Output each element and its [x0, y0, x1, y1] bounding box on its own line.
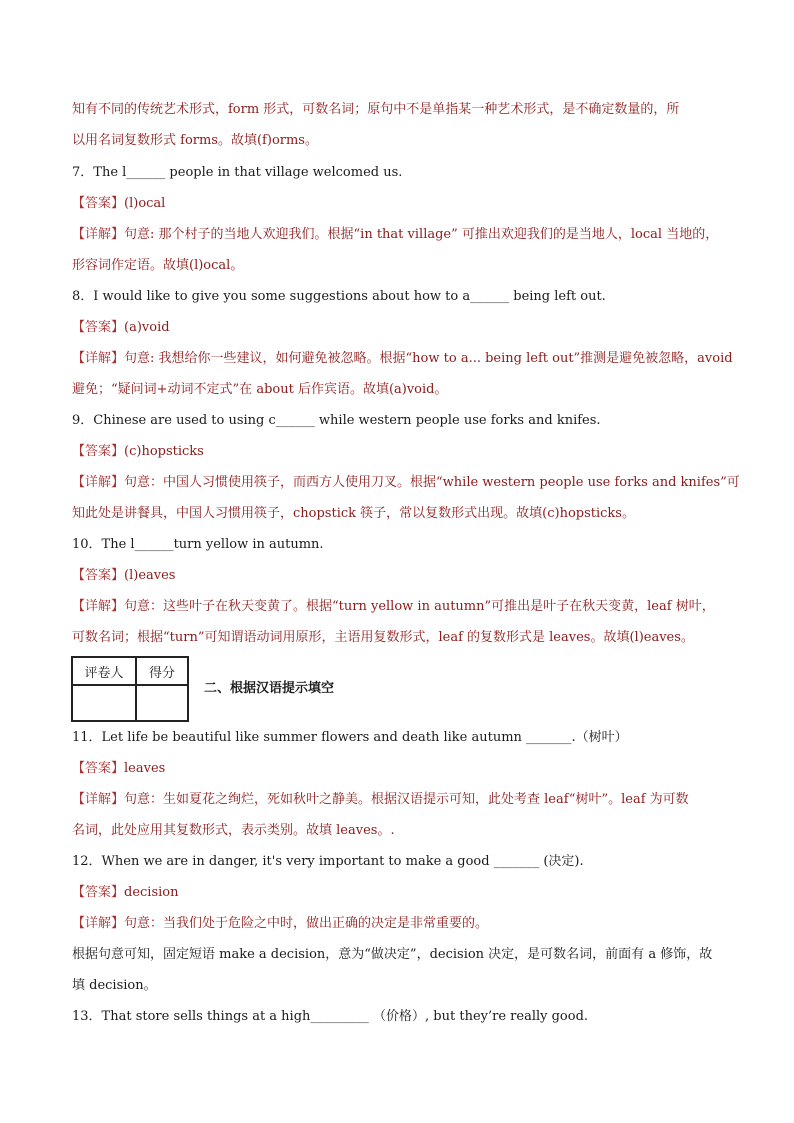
- explain-tag: 【详解】: [72, 916, 125, 931]
- explain-12-line-1: [72, 908, 726, 939]
- explain-12-line-3: 填 decision。: [72, 978, 157, 993]
- explain-11-line-2: 名词，此处应用其复数形式，表示类别。故填 leaves。.: [72, 823, 395, 838]
- explain-tag: 【详解】: [72, 599, 125, 614]
- continuation-line: 知有不同的传统艺术形式，form 形式，可数名词；原句中不是单指某一种艺术形式，是不确定数量的，所: [72, 102, 680, 117]
- question-list-part-1: [72, 157, 740, 653]
- answer-tag: 【答案】: [72, 885, 125, 900]
- explain-text: 句意: 我想给你一些建议，如何避免被忽略。根据“how to a... being left out”推测是避免被忽略，avoid: [124, 351, 733, 366]
- answer-tag: 【答案】: [72, 320, 125, 335]
- answer-text: (a)void: [124, 320, 170, 335]
- answer-8: [72, 312, 726, 343]
- explain-11-line-1: [72, 784, 726, 815]
- explain-text: 句意：中国人习惯使用筷子，而西方人使用刀叉。根据“while western people use forks and knifes”可: [124, 475, 740, 490]
- question-13: 13．That store sells things at a high_________ （价格）, but they’re really good.: [72, 1009, 589, 1024]
- question-list-part-2: [72, 722, 726, 1032]
- question-10: 10．The l______turn yellow in autumn.: [72, 537, 324, 552]
- question-8: 8．I would like to give you some suggestions about how to a______ being left out.: [72, 289, 606, 304]
- explain-text: 句意：生如夏花之绚烂，死如秋叶之静美。根据汉语提示可知，此处考查 leaf“树叶”。leaf 为可数: [124, 792, 689, 807]
- continuation-line: 以用名词复数形式 forms。故填(f)orms。: [72, 133, 318, 148]
- explain-text: 句意：这些叶子在秋天变黄了。根据“turn yellow in autumn”可推出是叶子在秋天变黄，leaf 树叶，: [124, 599, 715, 614]
- reviewer-header: 评卷人: [72, 657, 136, 685]
- explain-9-line-2: 知此处是讲餐具，中国人习惯用筷子，chopstick 筷子，常以复数形式出现。故填(c)hopsticks。: [72, 506, 635, 521]
- answer-10: [72, 560, 726, 591]
- answer-text: decision: [124, 885, 179, 900]
- reviewer-cell[interactable]: [72, 685, 136, 721]
- question-12: 12．When we are in danger, it's very important to make a good _______ (决定).: [72, 854, 584, 869]
- answer-11: [72, 753, 726, 784]
- answer-tag: 【答案】: [72, 196, 125, 211]
- question-9: 9．Chinese are used to using c______ while western people use forks and knifes.: [72, 413, 601, 428]
- explain-text: 句意：当我们处于危险之中时，做出正确的决定是非常重要的。: [124, 916, 489, 931]
- explain-tag: 【详解】: [72, 351, 125, 366]
- question-11: 11．Let life be beautiful like summer flowers and death like autumn _______.（树叶）: [72, 730, 628, 745]
- explain-10-line-1: [72, 591, 726, 622]
- explain-7-line-2: 形容词作定语。故填(l)ocal。: [72, 258, 244, 273]
- answer-text: (l)ocal: [124, 196, 166, 211]
- explain-10-line-2: 可数名词；根据“turn”可知谓语动词用原形，主语用复数形式，leaf 的复数形式是 leaves。故填(l)eaves。: [72, 630, 694, 645]
- explain-tag: 【详解】: [72, 792, 125, 807]
- score-cell[interactable]: [136, 685, 188, 721]
- explain-tag: 【详解】: [72, 227, 125, 242]
- explain-7-line-1: [72, 219, 726, 250]
- explain-8-line-2: 避免；“疑问词+动词不定式”在 about 后作宾语。故填(a)void。: [72, 382, 448, 397]
- answer-text: leaves: [124, 761, 166, 776]
- question-7: 7．The l______ people in that village welcomed us.: [72, 165, 403, 180]
- explain-tag: 【详解】: [72, 475, 125, 490]
- answer-text: (c)hopsticks: [124, 444, 204, 459]
- score-table: [71, 656, 189, 722]
- answer-tag: 【答案】: [72, 568, 125, 583]
- explain-text: 句意: 那个村子的当地人欢迎我们。根据“in that village” 可推出欢迎我们的是当地人，local 当地的，: [124, 227, 719, 242]
- explain-9-line-1: [72, 467, 740, 498]
- answer-7: [72, 188, 726, 219]
- answer-9: [72, 436, 726, 467]
- answer-tag: 【答案】: [72, 444, 125, 459]
- continuation-text: [72, 94, 726, 156]
- section-title: 二、根据汉语提示填空: [204, 681, 335, 696]
- score-header: 得分: [136, 657, 188, 685]
- explain-8-line-1: [72, 343, 733, 374]
- answer-tag: 【答案】: [72, 761, 125, 776]
- explain-12-line-2: 根据句意可知，固定短语 make a decision，意为“做决定”，decision 决定，是可数名词，前面有 a 修饰，故: [72, 947, 713, 962]
- answer-text: (l)eaves: [124, 568, 176, 583]
- answer-12: [72, 877, 726, 908]
